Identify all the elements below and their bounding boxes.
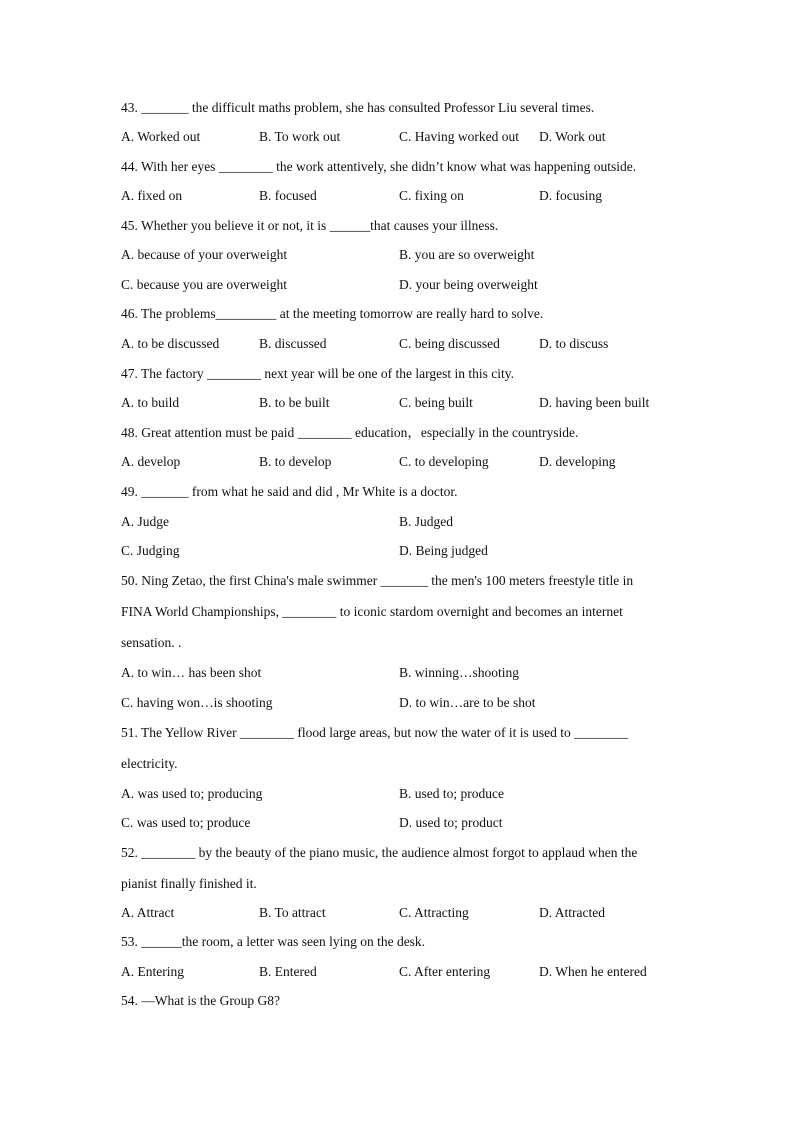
q47-option-c: C. being built bbox=[399, 395, 473, 410]
q48-option-a: A. develop bbox=[121, 454, 181, 469]
q46-option-d: D. to discuss bbox=[539, 336, 609, 351]
question-51-stem-line-1: 51. The Yellow River ________ flood large areas, but now the water of it is used to ________ bbox=[121, 725, 629, 740]
question-52-stem-line-2: pianist finally finished it. bbox=[121, 876, 257, 891]
q43-option-b: B. To work out bbox=[259, 129, 341, 144]
q50-option-b: B. winning…shooting bbox=[399, 665, 520, 680]
question-54-stem: 54. —What is the Group G8? bbox=[121, 993, 280, 1008]
question-49-stem: 49. _______ from what he said and did , Mr White is a doctor. bbox=[121, 484, 458, 499]
q53-option-c: C. After entering bbox=[399, 964, 491, 979]
q46-option-c: C. being discussed bbox=[399, 336, 500, 351]
question-53-stem: 53. ______the room, a letter was seen lying on the desk. bbox=[121, 934, 426, 949]
q51-option-b: B. used to; produce bbox=[399, 786, 504, 801]
q52-option-b: B. To attract bbox=[259, 905, 326, 920]
q43-option-c: C. Having worked out bbox=[399, 129, 519, 144]
q44-option-c: C. fixing on bbox=[399, 188, 464, 203]
q47-option-b: B. to be built bbox=[259, 395, 330, 410]
question-45-stem: 45. Whether you believe it or not, it is ______that causes your illness. bbox=[121, 218, 499, 233]
q46-option-a: A. to be discussed bbox=[121, 336, 220, 351]
question-50-stem-line-3: sensation. . bbox=[121, 635, 182, 650]
question-47-stem: 47. The factory ________ next year will be one of the largest in this city. bbox=[121, 366, 515, 381]
question-50-stem-line-1: 50. Ning Zetao, the first China's male swimmer _______ the men's 100 meters freestyle title in bbox=[121, 573, 634, 588]
q47-option-a: A. to build bbox=[121, 395, 180, 410]
q51-option-a: A. was used to; producing bbox=[121, 786, 263, 801]
q52-option-c: C. Attracting bbox=[399, 905, 469, 920]
q49-option-a: A. Judge bbox=[121, 514, 169, 529]
q44-option-b: B. focused bbox=[259, 188, 317, 203]
q53-option-d: D. When he entered bbox=[539, 964, 647, 979]
question-51-stem-line-2: electricity. bbox=[121, 756, 178, 771]
question-52-stem-line-1: 52. ________ by the beauty of the piano music, the audience almost forgot to applaud when the bbox=[121, 845, 638, 860]
q49-option-b: B. Judged bbox=[399, 514, 453, 529]
q48-option-c: C. to developing bbox=[399, 454, 489, 469]
q47-option-d: D. having been built bbox=[539, 395, 650, 410]
q50-option-a: A. to win… has been shot bbox=[121, 665, 262, 680]
q53-option-b: B. Entered bbox=[259, 964, 317, 979]
q49-option-c: C. Judging bbox=[121, 543, 180, 558]
q45-option-a: A. because of your overweight bbox=[121, 247, 288, 262]
q48-option-d: D. developing bbox=[539, 454, 616, 469]
q44-option-d: D. focusing bbox=[539, 188, 602, 203]
question-44-stem: 44. With her eyes ________ the work attentively, she didn’t know what was happening outside. bbox=[121, 159, 637, 174]
question-48-stem: 48. Great attention must be paid ________ education，especially in the countryside. bbox=[121, 425, 579, 440]
q50-option-d: D. to win…are to be shot bbox=[399, 695, 536, 710]
q45-option-c: C. because you are overweight bbox=[121, 277, 288, 292]
q45-option-d: D. your being overweight bbox=[399, 277, 538, 292]
q52-option-d: D. Attracted bbox=[539, 905, 605, 920]
q51-option-c: C. was used to; produce bbox=[121, 815, 251, 830]
q43-option-a: A. Worked out bbox=[121, 129, 201, 144]
question-43-stem: 43. _______ the difficult maths problem, she has consulted Professor Liu several times. bbox=[121, 100, 595, 115]
q53-option-a: A. Entering bbox=[121, 964, 184, 979]
q50-option-c: C. having won…is shooting bbox=[121, 695, 273, 710]
q48-option-b: B. to develop bbox=[259, 454, 332, 469]
q49-option-d: D. Being judged bbox=[399, 543, 488, 558]
q52-option-a: A. Attract bbox=[121, 905, 175, 920]
q44-option-a: A. fixed on bbox=[121, 188, 183, 203]
question-50-stem-line-2: FINA World Championships, ________ to iconic stardom overnight and becomes an internet bbox=[121, 604, 623, 619]
q46-option-b: B. discussed bbox=[259, 336, 327, 351]
q45-option-b: B. you are so overweight bbox=[399, 247, 535, 262]
q51-option-d: D. used to; product bbox=[399, 815, 503, 830]
question-46-stem: 46. The problems_________ at the meeting tomorrow are really hard to solve. bbox=[121, 306, 544, 321]
q43-option-d: D. Work out bbox=[539, 129, 606, 144]
